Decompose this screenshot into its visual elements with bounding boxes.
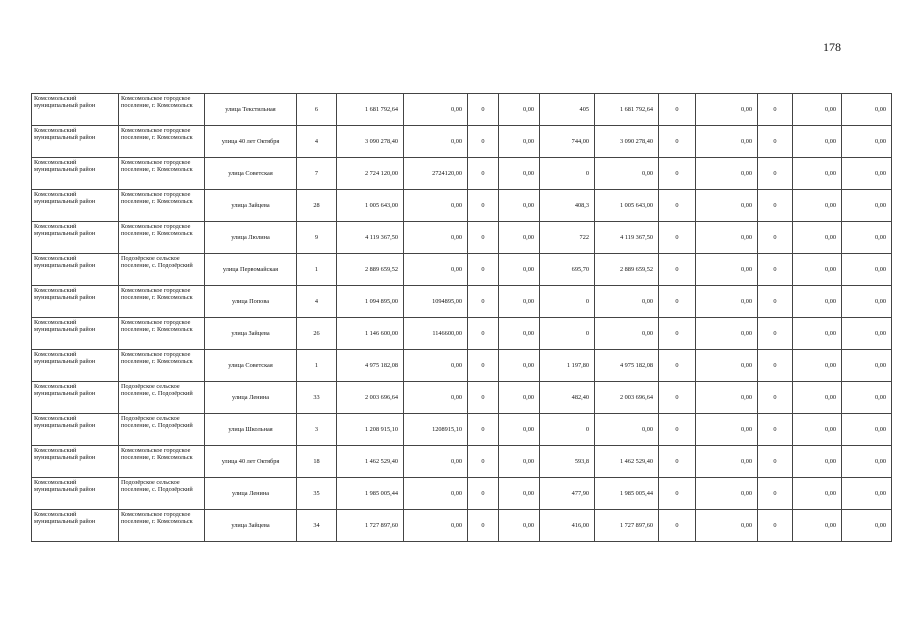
count-cell: 0 xyxy=(468,254,499,286)
settlement-cell: Комсомольское городское поселение, г. Комсомольск xyxy=(119,126,205,158)
count-cell: 0 xyxy=(468,94,499,126)
count-cell: 0 xyxy=(659,158,696,190)
value-cell: 0,00 xyxy=(404,94,468,126)
house-number-cell: 1 xyxy=(297,350,337,382)
table-row xyxy=(32,318,892,350)
total-cost-cell: 4 119 367,50 xyxy=(337,222,404,254)
value-cell: 4 119 367,50 xyxy=(595,222,659,254)
value-cell: 0,00 xyxy=(595,286,659,318)
value-cell: 4 975 182,08 xyxy=(595,350,659,382)
settlement-cell: Подозёрское сельское поселение, с. Подозёрский xyxy=(119,478,205,510)
value-cell: 3 090 278,40 xyxy=(595,126,659,158)
count-cell: 0 xyxy=(468,158,499,190)
street-cell: улица Первомайская xyxy=(205,254,297,286)
value-cell: 0,00 xyxy=(696,478,758,510)
total-cost-cell: 1 727 897,60 xyxy=(337,510,404,542)
settlement-cell: Подозёрское сельское поселение, с. Подозёрский xyxy=(119,254,205,286)
settlement-cell: Комсомольское городское поселение, г. Комсомольск xyxy=(119,446,205,478)
value-cell: 0,00 xyxy=(499,382,540,414)
value-cell: 0,00 xyxy=(696,414,758,446)
value-cell: 0,00 xyxy=(793,94,842,126)
count-cell: 0 xyxy=(659,414,696,446)
area-cell: 405 xyxy=(540,94,595,126)
value-cell: 1146600,00 xyxy=(404,318,468,350)
total-cost-cell: 1 005 643,00 xyxy=(337,190,404,222)
count-cell: 0 xyxy=(468,190,499,222)
count-cell: 0 xyxy=(468,286,499,318)
value-cell: 0,00 xyxy=(696,94,758,126)
value-cell: 2 003 696,64 xyxy=(595,382,659,414)
count-cell: 0 xyxy=(758,350,793,382)
district-cell: Комсомольский муниципальный район xyxy=(32,510,119,542)
value-cell: 0,00 xyxy=(499,158,540,190)
value-cell: 0,00 xyxy=(793,158,842,190)
area-cell: 416,00 xyxy=(540,510,595,542)
value-cell: 0,00 xyxy=(842,94,892,126)
house-number-cell: 33 xyxy=(297,382,337,414)
district-cell: Комсомольский муниципальный район xyxy=(32,126,119,158)
count-cell: 0 xyxy=(758,382,793,414)
count-cell: 0 xyxy=(659,510,696,542)
data-table xyxy=(31,93,892,542)
settlement-cell: Комсомольское городское поселение, г. Комсомольск xyxy=(119,158,205,190)
area-cell: 408,3 xyxy=(540,190,595,222)
area-cell: 0 xyxy=(540,158,595,190)
house-number-cell: 34 xyxy=(297,510,337,542)
value-cell: 0,00 xyxy=(696,254,758,286)
street-cell: улица Ленина xyxy=(205,478,297,510)
district-cell: Комсомольский муниципальный район xyxy=(32,94,119,126)
area-cell: 477,90 xyxy=(540,478,595,510)
value-cell: 0,00 xyxy=(842,510,892,542)
district-cell: Комсомольский муниципальный район xyxy=(32,478,119,510)
count-cell: 0 xyxy=(468,510,499,542)
table-row xyxy=(32,190,892,222)
count-cell: 0 xyxy=(659,190,696,222)
total-cost-cell: 2 889 659,52 xyxy=(337,254,404,286)
value-cell: 0,00 xyxy=(696,318,758,350)
value-cell: 0,00 xyxy=(793,126,842,158)
value-cell: 0,00 xyxy=(499,286,540,318)
value-cell: 0,00 xyxy=(842,478,892,510)
settlement-cell: Комсомольское городское поселение, г. Комсомольск xyxy=(119,286,205,318)
street-cell: улица Советская xyxy=(205,350,297,382)
count-cell: 0 xyxy=(659,254,696,286)
house-number-cell: 28 xyxy=(297,190,337,222)
value-cell: 0,00 xyxy=(696,286,758,318)
district-cell: Комсомольский муниципальный район xyxy=(32,222,119,254)
count-cell: 0 xyxy=(468,126,499,158)
value-cell: 0,00 xyxy=(842,350,892,382)
total-cost-cell: 1 208 915,10 xyxy=(337,414,404,446)
house-number-cell: 4 xyxy=(297,286,337,318)
table-row xyxy=(32,446,892,478)
count-cell: 0 xyxy=(659,446,696,478)
house-number-cell: 18 xyxy=(297,446,337,478)
count-cell: 0 xyxy=(758,414,793,446)
street-cell: улица Советская xyxy=(205,158,297,190)
value-cell: 0,00 xyxy=(793,318,842,350)
count-cell: 0 xyxy=(468,446,499,478)
value-cell: 0,00 xyxy=(696,382,758,414)
value-cell: 0,00 xyxy=(404,190,468,222)
house-number-cell: 4 xyxy=(297,126,337,158)
total-cost-cell: 1 985 005,44 xyxy=(337,478,404,510)
street-cell: улица Зайцева xyxy=(205,190,297,222)
value-cell: 0,00 xyxy=(499,478,540,510)
value-cell: 0,00 xyxy=(696,126,758,158)
value-cell: 0,00 xyxy=(499,222,540,254)
value-cell: 0,00 xyxy=(793,446,842,478)
value-cell: 0,00 xyxy=(499,350,540,382)
count-cell: 0 xyxy=(468,414,499,446)
street-cell: улица Попова xyxy=(205,286,297,318)
value-cell: 0,00 xyxy=(499,414,540,446)
total-cost-cell: 1 681 792,64 xyxy=(337,94,404,126)
total-cost-cell: 1 146 600,00 xyxy=(337,318,404,350)
value-cell: 0,00 xyxy=(499,254,540,286)
value-cell: 0,00 xyxy=(404,382,468,414)
area-cell: 0 xyxy=(540,414,595,446)
value-cell: 0,00 xyxy=(842,158,892,190)
value-cell: 0,00 xyxy=(404,222,468,254)
value-cell: 0,00 xyxy=(404,510,468,542)
district-cell: Комсомольский муниципальный район xyxy=(32,382,119,414)
table-row xyxy=(32,254,892,286)
value-cell: 0,00 xyxy=(595,318,659,350)
district-cell: Комсомольский муниципальный район xyxy=(32,414,119,446)
table-row xyxy=(32,222,892,254)
street-cell: улица Люлина xyxy=(205,222,297,254)
table-row xyxy=(32,510,892,542)
value-cell: 0,00 xyxy=(696,446,758,478)
value-cell: 0,00 xyxy=(842,222,892,254)
value-cell: 1094895,00 xyxy=(404,286,468,318)
district-cell: Комсомольский муниципальный район xyxy=(32,158,119,190)
count-cell: 0 xyxy=(758,318,793,350)
value-cell: 0,00 xyxy=(842,286,892,318)
settlement-cell: Комсомольское городское поселение, г. Комсомольск xyxy=(119,318,205,350)
count-cell: 0 xyxy=(758,222,793,254)
value-cell: 0,00 xyxy=(793,286,842,318)
value-cell: 0,00 xyxy=(404,446,468,478)
value-cell: 0,00 xyxy=(499,446,540,478)
value-cell: 0,00 xyxy=(696,190,758,222)
value-cell: 0,00 xyxy=(696,350,758,382)
house-number-cell: 1 xyxy=(297,254,337,286)
value-cell: 0,00 xyxy=(793,414,842,446)
settlement-cell: Комсомольское городское поселение, г. Комсомольск xyxy=(119,94,205,126)
total-cost-cell: 1 462 529,40 xyxy=(337,446,404,478)
value-cell: 1 727 897,60 xyxy=(595,510,659,542)
value-cell: 0,00 xyxy=(499,126,540,158)
value-cell: 0,00 xyxy=(499,94,540,126)
value-cell: 0,00 xyxy=(595,158,659,190)
settlement-cell: Комсомольское городское поселение, г. Комсомольск xyxy=(119,190,205,222)
value-cell: 0,00 xyxy=(499,510,540,542)
value-cell: 0,00 xyxy=(842,446,892,478)
house-number-cell: 6 xyxy=(297,94,337,126)
value-cell: 0,00 xyxy=(793,222,842,254)
house-number-cell: 3 xyxy=(297,414,337,446)
count-cell: 0 xyxy=(758,94,793,126)
district-cell: Комсомольский муниципальный район xyxy=(32,286,119,318)
settlement-cell: Комсомольское городское поселение, г. Комсомольск xyxy=(119,222,205,254)
value-cell: 0,00 xyxy=(842,414,892,446)
total-cost-cell: 2 724 120,00 xyxy=(337,158,404,190)
count-cell: 0 xyxy=(468,478,499,510)
street-cell: улица Ленина xyxy=(205,382,297,414)
value-cell: 0,00 xyxy=(842,254,892,286)
area-cell: 744,00 xyxy=(540,126,595,158)
area-cell: 0 xyxy=(540,286,595,318)
value-cell: 0,00 xyxy=(404,350,468,382)
street-cell: улица Зайцева xyxy=(205,510,297,542)
count-cell: 0 xyxy=(758,510,793,542)
value-cell: 1 005 643,00 xyxy=(595,190,659,222)
value-cell: 0,00 xyxy=(793,254,842,286)
table-row xyxy=(32,126,892,158)
value-cell: 0,00 xyxy=(404,254,468,286)
count-cell: 0 xyxy=(659,318,696,350)
table-row xyxy=(32,350,892,382)
value-cell: 1208915,10 xyxy=(404,414,468,446)
district-cell: Комсомольский муниципальный район xyxy=(32,350,119,382)
district-cell: Комсомольский муниципальный район xyxy=(32,318,119,350)
value-cell: 0,00 xyxy=(793,510,842,542)
value-cell: 0,00 xyxy=(595,414,659,446)
count-cell: 0 xyxy=(758,446,793,478)
house-number-cell: 26 xyxy=(297,318,337,350)
table-row xyxy=(32,382,892,414)
count-cell: 0 xyxy=(468,318,499,350)
street-cell: улица 40 лет Октября xyxy=(205,446,297,478)
count-cell: 0 xyxy=(758,254,793,286)
value-cell: 0,00 xyxy=(793,382,842,414)
value-cell: 2 889 659,52 xyxy=(595,254,659,286)
street-cell: улица Текстильная xyxy=(205,94,297,126)
value-cell: 0,00 xyxy=(842,126,892,158)
value-cell: 1 462 529,40 xyxy=(595,446,659,478)
count-cell: 0 xyxy=(468,222,499,254)
count-cell: 0 xyxy=(659,222,696,254)
total-cost-cell: 2 003 696,64 xyxy=(337,382,404,414)
value-cell: 2724120,00 xyxy=(404,158,468,190)
count-cell: 0 xyxy=(758,126,793,158)
count-cell: 0 xyxy=(468,382,499,414)
area-cell: 482,40 xyxy=(540,382,595,414)
value-cell: 0,00 xyxy=(696,510,758,542)
total-cost-cell: 1 094 895,00 xyxy=(337,286,404,318)
count-cell: 0 xyxy=(659,350,696,382)
area-cell: 695,70 xyxy=(540,254,595,286)
count-cell: 0 xyxy=(758,286,793,318)
settlement-cell: Комсомольское городское поселение, г. Комсомольск xyxy=(119,510,205,542)
count-cell: 0 xyxy=(758,478,793,510)
value-cell: 1 985 005,44 xyxy=(595,478,659,510)
count-cell: 0 xyxy=(758,158,793,190)
house-number-cell: 35 xyxy=(297,478,337,510)
value-cell: 0,00 xyxy=(499,318,540,350)
street-cell: улица 40 лет Октября xyxy=(205,126,297,158)
area-cell: 593,8 xyxy=(540,446,595,478)
house-number-cell: 7 xyxy=(297,158,337,190)
total-cost-cell: 3 090 278,40 xyxy=(337,126,404,158)
value-cell: 0,00 xyxy=(696,158,758,190)
street-cell: улица Школьная xyxy=(205,414,297,446)
value-cell: 0,00 xyxy=(793,190,842,222)
value-cell: 1 681 792,64 xyxy=(595,94,659,126)
street-cell: улица Зайцева xyxy=(205,318,297,350)
count-cell: 0 xyxy=(659,478,696,510)
count-cell: 0 xyxy=(659,94,696,126)
page-number: 178 xyxy=(823,40,841,54)
value-cell: 0,00 xyxy=(842,190,892,222)
settlement-cell: Подозёрское сельское поселение, с. Подозёрский xyxy=(119,382,205,414)
value-cell: 0,00 xyxy=(499,190,540,222)
count-cell: 0 xyxy=(758,190,793,222)
district-cell: Комсомольский муниципальный район xyxy=(32,254,119,286)
value-cell: 0,00 xyxy=(404,126,468,158)
value-cell: 0,00 xyxy=(696,222,758,254)
value-cell: 0,00 xyxy=(842,318,892,350)
area-cell: 1 197,80 xyxy=(540,350,595,382)
settlement-cell: Комсомольское городское поселение, г. Комсомольск xyxy=(119,350,205,382)
value-cell: 0,00 xyxy=(793,478,842,510)
table-row xyxy=(32,286,892,318)
district-cell: Комсомольский муниципальный район xyxy=(32,446,119,478)
count-cell: 0 xyxy=(659,382,696,414)
house-number-cell: 9 xyxy=(297,222,337,254)
value-cell: 0,00 xyxy=(842,382,892,414)
table-row xyxy=(32,158,892,190)
area-cell: 722 xyxy=(540,222,595,254)
district-cell: Комсомольский муниципальный район xyxy=(32,190,119,222)
settlement-cell: Подозёрское сельское поселение, с. Подозёрский xyxy=(119,414,205,446)
value-cell: 0,00 xyxy=(793,350,842,382)
count-cell: 0 xyxy=(468,350,499,382)
area-cell: 0 xyxy=(540,318,595,350)
table-row xyxy=(32,478,892,510)
value-cell: 0,00 xyxy=(404,478,468,510)
table-row xyxy=(32,94,892,126)
total-cost-cell: 4 975 182,08 xyxy=(337,350,404,382)
count-cell: 0 xyxy=(659,126,696,158)
table-row xyxy=(32,414,892,446)
count-cell: 0 xyxy=(659,286,696,318)
table-body xyxy=(32,94,892,542)
